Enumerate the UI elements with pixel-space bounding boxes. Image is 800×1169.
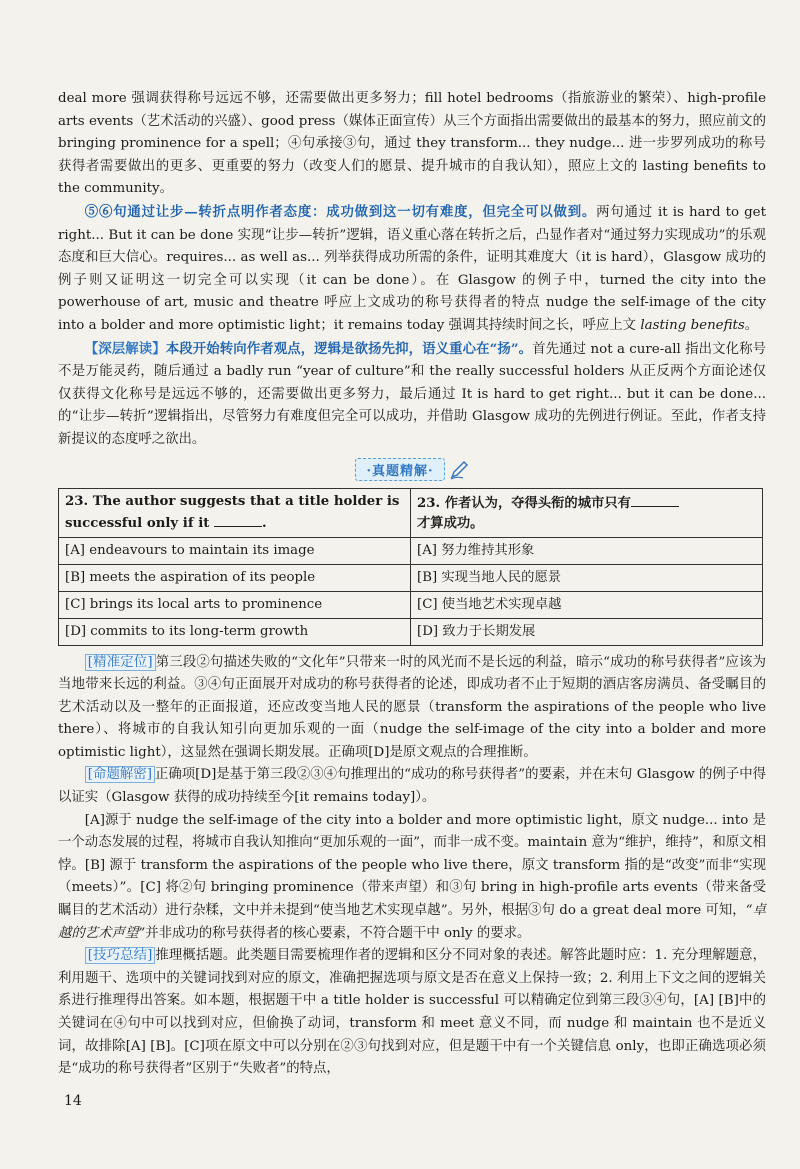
deep-reading-text: 首先通过 not a cure-all 指出文化称号不是万能灵药，随后通过 a badly run “year of culture”和 the really successful holders 从正反两个方面论述仅仅获得文化称号是远远不够的，还需要做出更多努力，最后通过 It is hard to get right... but it can be done... 的“让步—转折”逻辑指出，尽管努力有难度但完全可以成功，并借助 Glasgow 成功的先例进行例证。至此，作者支持新提议的态度呼之欲出。 [58,341,767,447]
option-row [59,537,763,564]
stem-cn-end: 才算成功。 [417,515,484,531]
skill-text: 推理概括题。此类题目需要梳理作者的逻辑和区分不同对象的表述。解答此题时应：1. 充分理解题意，利用题干、选项中的关键词找到对应的原文，准确把握选项与原文是否在意义上保持一致；2. 利用上下文之间的逻辑关系进行推理得出答案。如本题，根据题干中 a title holder is successful 可以精确定位到第三段③④句，[A] [B]中的关键词在④句中可以找到对应，但偷换了动词，transform 和 meet 意义不同，而 nudge 和 maintain 也不是近义词，故排除[A] [B]。[C]项在原文中可以分别在②③句找到对应，但是题干中有一个关键信息 only，也即正确选项必须是“成功的称号获得者”区别于“失败者”的特点， [58,948,767,1077]
deep-reading-tag: 【深层解读】 [84,340,166,357]
key-sentence: ⑤⑥句通过让步—转折点明作者态度：成功做到这一切有难度，但完全可以做到。 [84,203,597,220]
paragraph-end: 。 [744,317,759,333]
locate-text: 第三段②句描述失败的“文化年”只带来一时的风光而不是长远的利益，暗示“成功的称号获得者”应该为当地带来长远的利益。③④句正面展开对成功的称号获得者的论述，即成功者不止于短期的酒店客房满员、备受瞩目的艺术活动以及一整年的正面报道，还应改变当地人民的愿景（transform the aspirations of the people who live there）、将城市的自我认知引向更加乐观的一面（nudge the self-image of the city into a bolder and more optimistic light），这显然在强调长期发展。正确项[D]是原文观点的合理推断。 [58,654,766,760]
pen-icon [449,460,469,480]
option-en: [A] endeavours to maintain its image [59,537,411,564]
skill-tag: [技巧总结] [85,947,156,964]
decode-tag: [命题解密] [85,766,155,783]
answer-blank [214,512,262,527]
paragraph-skill [58,945,766,1081]
option-row [59,591,763,618]
option-cn: [B] 实现当地人民的愿景 [411,564,763,591]
stem-en-end: . [262,515,267,531]
paragraph-text: 两句通过 it is hard to get right... But it can be done 实现“让步—转折”逻辑，语义重心落在转折之后，凸显作者对“通过努力实现成功”的乐观态度和巨大信心。requires... as well as... 列举获得成功所需的条件，证明其难度大（it is hard），Glasgow 成功的例子则又证明这一切完全可以实现（it can be done）。在 Glasgow 的例子中，turned the city into the powerhouse of art, music and theatre 呼应上文成功的称号获得者的特点 nudge the self-image of the city into a bolder and more optimistic light；it remains today 强调其持续时间之长，呼应上文 [58,204,766,333]
option-cn: [D] 致力于长期发展 [411,618,763,645]
option-cn: [A] 努力维持其形象 [411,537,763,564]
emphasis-text: lasting benefits [640,317,745,333]
option-row [59,618,763,645]
option-en: [D] commits to its long-term growth [59,618,411,645]
paragraph-options [58,810,766,946]
question-table [58,488,763,646]
decode-text: 正确项[D]是基于第三段②③④句推理出的“成功的称号获得者”的要素，并在末句 Glasgow 的例子中得以证实（Glasgow 获得的成功持续至今[it remains today]）。 [58,767,766,806]
section-title-badge: ·真题精解· [355,458,444,481]
locate-tag: [精准定位] [85,654,156,671]
options-text-b: 并非成功的称号获得者的核心要素，不符合题干中 only 的要求。 [145,925,531,941]
paragraph-locate [58,652,766,765]
answer-blank [631,492,679,507]
section-title [58,458,766,482]
option-cn: [C] 使当地艺术实现卓越 [411,591,763,618]
page-number: 14 [64,1093,82,1109]
paragraph-deep-reading [58,338,766,452]
paragraph-analysis-1: deal more 强调获得称号远远不够，还需要做出更多努力；fill hotel bedrooms（指旅游业的繁荣）、high-profile arts events（艺术活动的兴盛）、good press（媒体正面宣传）从三个方面指出需要做出的最基本的努力，照应前文的 bringing prominence for a spell；④句承接③句，通过 they transform... they nudge... 进一步罗列成功的称号获得者需要做出的更多、更重要的努力（改变人们的愿景、提升城市的自我认知），照应上文的 lasting benefits to the community。 [58,91,766,197]
options-text-a: [A]源于 nudge the self-image of the city into a bolder and more optimistic light，原文 nudge... into 是一个动态发展的过程，将城市自我认知推向“更加乐观的一面”，而非一成不变。maintain 意为“维护，维持”，和原文相悖。[B] 源于 transform the aspirations of the people who live there，原文 transform 指的是“改变”而非“实现（meets）”。[C] 将②句 bringing prominence（带来声望）和③句 bring in high-profile arts events（带来备受瞩目的艺术活动）进行杂糅，文中并未提到“使当地艺术实现卓越”。另外，根据③句 do a great deal more 可知， [58,812,766,919]
stem-cn-text: 23. 作者认为，夺得头衔的城市只有 [417,495,631,511]
option-row [59,564,763,591]
option-en: [B] meets the aspiration of its people [59,564,411,591]
deep-reading-key: 本段开始转向作者观点，逻辑是欲扬先抑，语义重心在“扬”。 [165,340,533,357]
question-stem-en [59,488,411,537]
option-en: [C] brings its local arts to prominence [59,591,411,618]
question-stem-cn [411,488,763,537]
question-stem-row [59,488,763,537]
paragraph-decode [58,764,766,809]
paragraph-analysis-2 [58,201,766,338]
options-emphasis: “卓越的艺术声望” [58,903,766,941]
stem-en-text: 23. The author suggests that a title holder is successful only if it [65,493,400,531]
